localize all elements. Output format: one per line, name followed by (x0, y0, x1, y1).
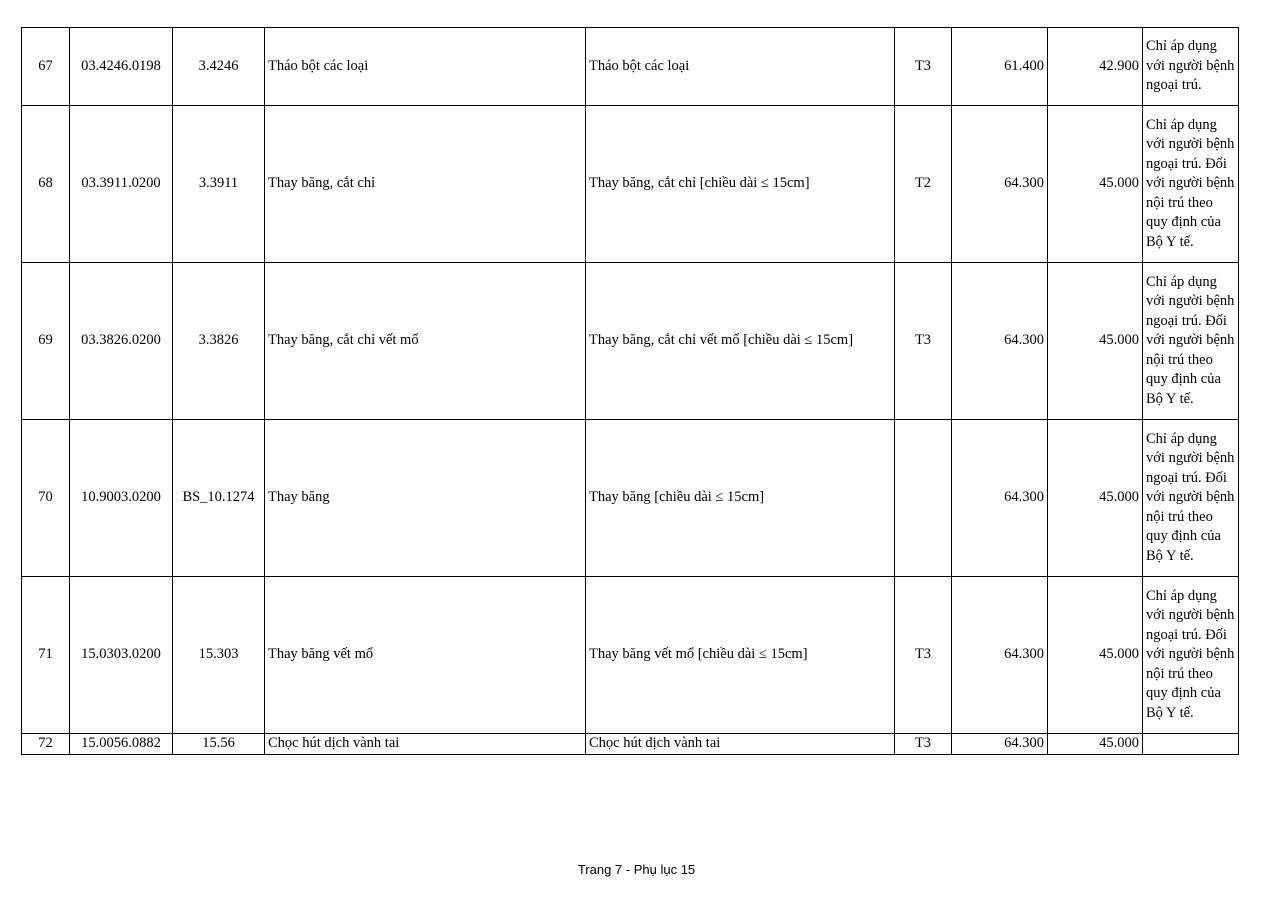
price-one: 61.400 (952, 28, 1048, 106)
service-name: Thay băng, cắt chỉ (265, 106, 586, 263)
service-name: Thay băng, cắt chỉ vết mổ (265, 263, 586, 420)
equivalent-code: 15.0303.0200 (70, 577, 173, 734)
price-one: 64.300 (952, 734, 1048, 755)
equivalent-code: 10.9003.0200 (70, 420, 173, 577)
price-one: 64.300 (952, 577, 1048, 734)
note: Chỉ áp dụng với người bệnh ngoại trú. Đối với người bệnh nội trú theo quy định của Bộ Y tế. (1143, 263, 1239, 420)
note: Chỉ áp dụng với người bệnh ngoại trú. Đối với người bệnh nội trú theo quy định của Bộ Y tế. (1143, 106, 1239, 263)
service-class: T3 (895, 734, 952, 755)
price-service-name: Thay băng, cắt chỉ [chiều dài ≤ 15cm] (586, 106, 895, 263)
equivalent-code: 03.4246.0198 (70, 28, 173, 106)
table-row (22, 577, 1239, 734)
price-service-name: Thay băng [chiều dài ≤ 15cm] (586, 420, 895, 577)
price-table (21, 27, 1239, 755)
note: Chỉ áp dụng với người bệnh ngoại trú. (1143, 28, 1239, 106)
table-row (22, 263, 1239, 420)
service-name: Chọc hút dịch vành tai (265, 734, 586, 755)
price-two: 45.000 (1048, 263, 1143, 420)
note: Chỉ áp dụng với người bệnh ngoại trú. Đối với người bệnh nội trú theo quy định của Bộ Y tế. (1143, 577, 1239, 734)
row-number: 69 (22, 263, 70, 420)
service-class (895, 420, 952, 577)
service-class: T3 (895, 263, 952, 420)
page-footer: Trang 7 - Phụ lục 15 (577, 862, 696, 877)
service-name: Thay băng (265, 420, 586, 577)
service-code: BS_10.1274 (173, 420, 265, 577)
price-service-name: Thay băng, cắt chỉ vết mổ [chiều dài ≤ 15cm] (586, 263, 895, 420)
service-name: Thay băng vết mổ (265, 577, 586, 734)
equivalent-code: 03.3826.0200 (70, 263, 173, 420)
price-service-name: Thay băng vết mổ [chiều dài ≤ 15cm] (586, 577, 895, 734)
price-one: 64.300 (952, 106, 1048, 263)
price-two: 45.000 (1048, 420, 1143, 577)
price-two: 45.000 (1048, 106, 1143, 263)
service-class: T2 (895, 106, 952, 263)
service-class: T3 (895, 577, 952, 734)
price-two: 45.000 (1048, 734, 1143, 755)
row-number: 71 (22, 577, 70, 734)
price-one: 64.300 (952, 263, 1048, 420)
service-code: 3.3826 (173, 263, 265, 420)
table-row (22, 28, 1239, 106)
service-code: 15.56 (173, 734, 265, 755)
row-number: 72 (22, 734, 70, 755)
service-code: 15.303 (173, 577, 265, 734)
note: Chỉ áp dụng với người bệnh ngoại trú. Đối với người bệnh nội trú theo quy định của Bộ Y tế. (1143, 420, 1239, 577)
service-class: T3 (895, 28, 952, 106)
equivalent-code: 15.0056.0882 (70, 734, 173, 755)
row-number: 67 (22, 28, 70, 106)
price-two: 45.000 (1048, 577, 1143, 734)
note (1143, 734, 1239, 755)
row-number: 68 (22, 106, 70, 263)
price-two: 42.900 (1048, 28, 1143, 106)
service-code: 3.4246 (173, 28, 265, 106)
table-row (22, 420, 1239, 577)
table-row (22, 106, 1239, 263)
price-one: 64.300 (952, 420, 1048, 577)
price-service-name: Tháo bột các loại (586, 28, 895, 106)
table-row (22, 734, 1239, 755)
row-number: 70 (22, 420, 70, 577)
service-code: 3.3911 (173, 106, 265, 263)
price-service-name: Chọc hút dịch vành tai (586, 734, 895, 755)
equivalent-code: 03.3911.0200 (70, 106, 173, 263)
service-name: Tháo bột các loại (265, 28, 586, 106)
